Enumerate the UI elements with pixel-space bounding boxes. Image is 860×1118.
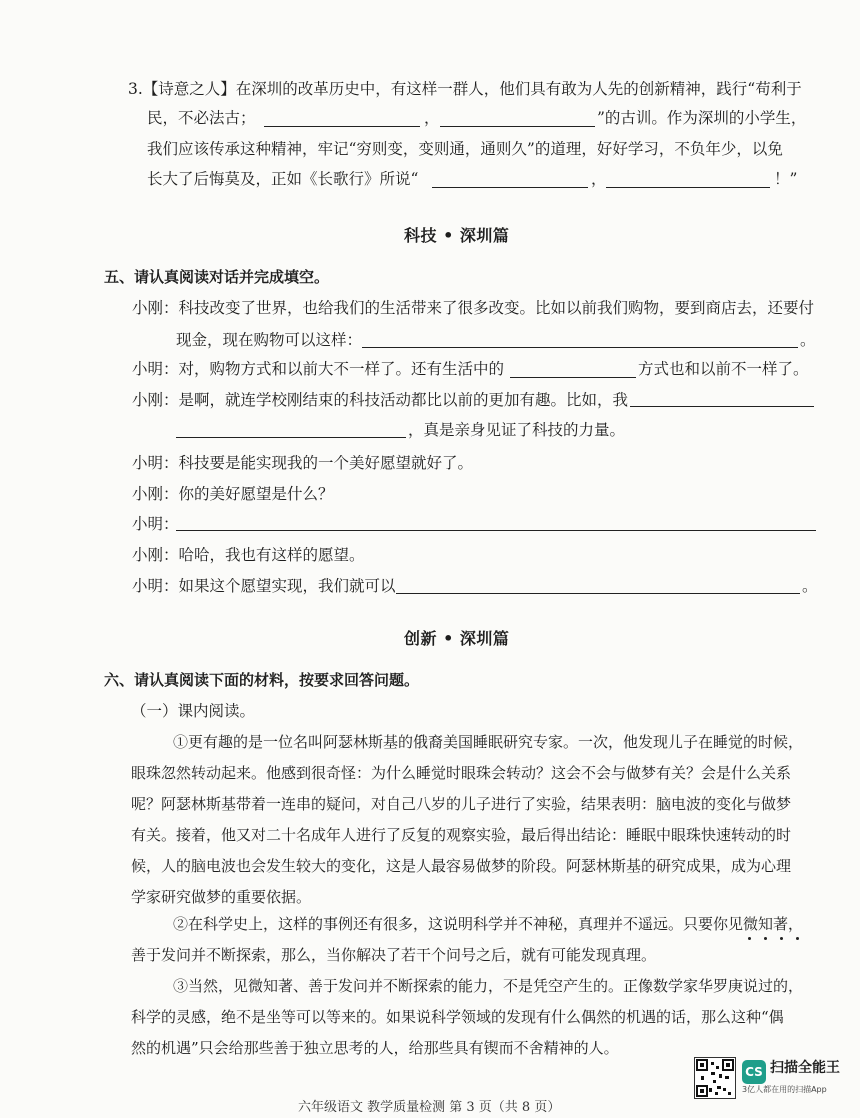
q5-dialogue-2a: 小明：对，购物方式和以前大不一样了。还有生活中的 (132, 360, 505, 378)
qr-code-icon (694, 1057, 736, 1099)
scanner-brand: 扫描全能王 (770, 1060, 840, 1076)
section-title-tech: 科技 • 深圳篇 (404, 226, 510, 245)
q3-blank-3[interactable] (432, 187, 588, 188)
q5-dialogue-2b: 方式也和以前不一样了。 (638, 360, 809, 378)
q5-dialogue-1b: 现金，现在购物可以这样： (176, 331, 363, 349)
q3-line4-start: 长大了后悔莫及，正如《长歌行》所说“ (147, 170, 419, 188)
q5-blank-activity-1[interactable] (630, 406, 814, 407)
q5-dialogue-1a: 小刚：科技改变了世界，也给我们的生活带来了很多改变。比如以前我们购物，要到商店去，还要付 (132, 299, 815, 317)
camscanner-logo: CS (742, 1060, 766, 1084)
scanner-tagline: 3亿人都在用的扫描App (742, 1085, 827, 1094)
q5-dialogue-6: 小明： (132, 515, 179, 533)
q3-blank-4[interactable] (606, 187, 770, 188)
q5-dialogue-1-end: 。 (800, 331, 816, 349)
q5-dialogue-3a: 小刚：是啊，就连学校刚结束的科技活动都比以前的更加有趣。比如，我 (132, 391, 629, 409)
q5-blank-wish[interactable] (176, 530, 816, 531)
q6-subheading: （一）课内阅读。 (131, 702, 256, 720)
q5-heading: 五、请认真阅读对话并完成填空。 (104, 268, 330, 286)
q3-comma-2: ， (591, 170, 607, 188)
passage-p2-line1: ②在科学史上，这样的事例还有很多，这说明科学并不神秘，真理并不遥远。只要你见微知著， (173, 915, 804, 933)
passage-p1-line5: 候，人的脑电波也会发生较大的变化，这是人最容易做梦的阶段。阿瑟林斯基的研究成果，成为心理 (131, 857, 792, 875)
q3-blank-2[interactable] (440, 126, 595, 127)
q3-line2-start: 民，不必法古； (147, 109, 256, 127)
passage-p1-line2: 眼珠忽然转动起来。他感到很奇怪：为什么睡觉时眼珠会转动？这会不会与做梦有关？会是什么关系 (131, 764, 792, 782)
q3-blank-1[interactable] (264, 126, 420, 127)
q6-heading: 六、请认真阅读下面的材料，按要求回答问题。 (104, 671, 420, 689)
q5-blank-lifestyle[interactable] (510, 377, 636, 378)
q5-dialogue-8-end: 。 (802, 577, 818, 595)
passage-p1-line4: 有关。接着，他又对二十名成年人进行了反复的观察实验，最后得出结论：睡眠中眼珠快速转动的时 (131, 826, 792, 844)
q5-blank-activity-2[interactable] (176, 437, 406, 438)
q3-comma-1: ， (424, 109, 440, 127)
passage-p3-line3: 然的机遇”只会给那些善于独立思考的人，给那些具有锲而不舍精神的人。 (131, 1039, 619, 1057)
q3-line2-end: ”的古训。作为深圳的小学生， (597, 109, 807, 127)
q5-blank-shopping[interactable] (362, 347, 798, 348)
q5-dialogue-3b: ，真是亲身见证了科技的力量。 (408, 421, 626, 439)
section-title-innovation: 创新 • 深圳篇 (404, 629, 510, 648)
passage-p1-line6: 学家研究做梦的重要依据。 (131, 888, 312, 906)
q3-line3: 我们应该传承这种精神，牢记“穷则变，变则通，通则久”的道理，好好学习，不负年少，以免 (147, 140, 783, 158)
q5-dialogue-8a: 小明：如果这个愿望实现，我们就可以 (132, 577, 396, 595)
q5-dialogue-4: 小明：科技要是能实现我的一个美好愿望就好了。 (132, 454, 474, 472)
q5-blank-result[interactable] (396, 593, 800, 594)
page-footer: 六年级语文 教学质量检测 第 3 页（共 8 页） (298, 1100, 561, 1115)
passage-p1-line1: ①更有趣的是一位名叫阿瑟林斯基的俄裔美国睡眠研究专家。一次，他发现儿子在睡觉的时候， (173, 733, 804, 751)
q3-line1: 3.【诗意之人】在深圳的改革历史中，有这样一群人，他们具有敢为人先的创新精神，践行“苟利于 (128, 80, 802, 98)
emphasis-dot (764, 937, 767, 940)
q3-line4-end: ！” (774, 170, 798, 188)
q5-dialogue-7: 小刚：哈哈，我也有这样的愿望。 (132, 546, 365, 564)
emphasis-dot (780, 937, 783, 940)
passage-p2-line2: 善于发问并不断探索，那么，当你解决了若干个问号之后，就有可能发现真理。 (131, 946, 657, 964)
emphasis-dot (748, 937, 751, 940)
emphasis-dot (796, 937, 799, 940)
passage-p1-line3: 呢？阿瑟林斯基带着一连串的疑问，对自己八岁的儿子进行了实验，结果表明：脑电波的变化与做梦 (131, 795, 792, 813)
passage-p3-line1: ③当然，见微知著、善于发问并不断探索的能力，不是凭空产生的。正像数学家华罗庚说过的， (173, 977, 804, 995)
passage-p3-line2: 科学的灵感，绝不是坐等可以等来的。如果说科学领域的发现有什么偶然的机遇的话，那么这种“偶 (131, 1008, 784, 1026)
q5-dialogue-5: 小刚：你的美好愿望是什么？ (132, 485, 334, 503)
